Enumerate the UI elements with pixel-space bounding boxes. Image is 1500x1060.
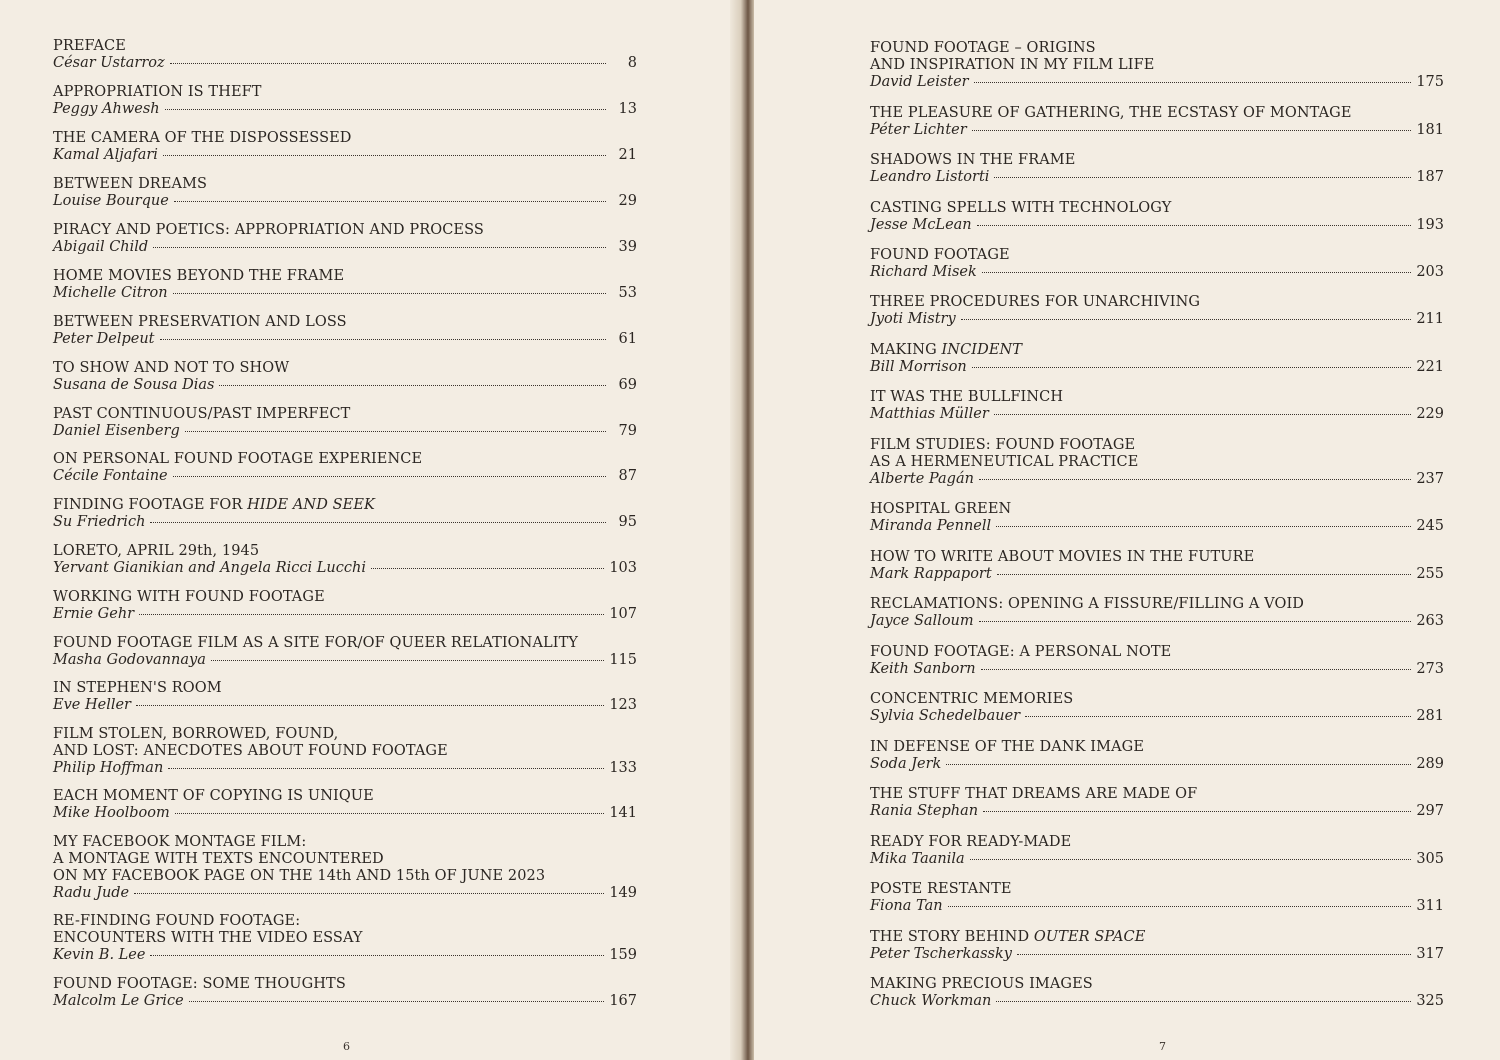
entry-page-number: 21 (618, 147, 637, 163)
entry-author: Peter Delpeut (53, 331, 155, 347)
entry-page-number: 103 (609, 560, 637, 576)
entry-author: Peggy Ahwesh (53, 101, 160, 117)
entry-author: Philip Hoffman (53, 760, 164, 776)
entry-page-number: 87 (618, 468, 637, 484)
entry-author-line (870, 708, 1444, 725)
entry-author-line (53, 885, 637, 902)
toc-entry (53, 268, 637, 302)
entry-title: HOW TO WRITE ABOUT MOVIES IN THE FUTURE (870, 549, 1255, 565)
toc-entry (870, 739, 1444, 773)
entry-author-line (870, 756, 1444, 773)
entry-author: Jesse McLean (870, 217, 972, 233)
entry-author: Keith Sanborn (870, 661, 976, 677)
toc-entry (53, 680, 637, 714)
entry-page-number: 229 (1416, 406, 1444, 422)
entry-title: CONCENTRIC MEMORIES (870, 691, 1074, 707)
entry-title: HOSPITAL GREEN (870, 501, 1012, 517)
entry-author-line (53, 468, 637, 485)
entry-author: Masha Godovannaya (53, 652, 206, 668)
toc-entry (870, 786, 1444, 820)
entry-title: THREE PROCEDURES FOR UNARCHIVING (870, 294, 1201, 310)
entry-page-number: 175 (1416, 74, 1444, 90)
toc-entry (870, 342, 1444, 376)
toc-entry (870, 247, 1444, 281)
toc-entry (870, 501, 1444, 535)
dot-leader (982, 272, 1412, 273)
entry-title: POSTE RESTANTE (870, 881, 1012, 897)
dot-leader (153, 247, 606, 248)
page-number-left: 6 (343, 1040, 350, 1053)
entry-title: LORETO, APRIL 29th, 1945 (53, 543, 260, 559)
toc-entry (870, 644, 1444, 678)
toc-entry (53, 834, 637, 902)
entry-page-number: 29 (618, 193, 637, 209)
dot-leader (211, 660, 604, 661)
entry-title: FILM STUDIES: FOUND FOOTAGE (870, 437, 1136, 453)
entry-author-line (53, 377, 637, 394)
entry-author: Chuck Workman (870, 993, 992, 1009)
dot-leader (170, 63, 606, 64)
toc-entry (53, 314, 637, 348)
dot-leader (981, 669, 1412, 670)
entry-author: Peter Tscherkassky (870, 946, 1012, 962)
entry-title: FOUND FOOTAGE FILM AS A SITE FOR/OF QUEER RELATIONALITY (53, 635, 579, 651)
toc-entry (53, 913, 637, 964)
dot-leader (972, 367, 1412, 368)
dot-leader (974, 82, 1412, 83)
dot-leader (997, 574, 1412, 575)
entry-author-line (870, 518, 1444, 535)
dot-leader (994, 414, 1412, 415)
entry-title: MY FACEBOOK MONTAGE FILM: (53, 834, 307, 850)
entry-title: AND LOST: ANECDOTES ABOUT FOUND FOOTAGE (53, 743, 448, 759)
dot-leader (979, 621, 1412, 622)
entry-title: SHADOWS IN THE FRAME (870, 152, 1076, 168)
entry-page-number: 107 (609, 606, 637, 622)
dot-leader (185, 431, 606, 432)
dot-leader (175, 813, 605, 814)
toc-entry (53, 222, 637, 256)
entry-title: APPROPRIATION IS THEFT (53, 84, 262, 100)
dot-leader (1025, 716, 1411, 717)
entry-author: Michelle Citron (53, 285, 168, 301)
entry-page-number: 69 (618, 377, 637, 393)
entry-author-line (870, 613, 1444, 630)
entry-author: Sylvia Schedelbauer (870, 708, 1021, 724)
entry-author: David Leister (870, 74, 969, 90)
dot-leader (996, 1001, 1411, 1002)
entry-author-line (53, 993, 637, 1010)
dot-leader (371, 568, 604, 569)
entry-title-italic: OUTER SPACE (1033, 929, 1146, 945)
entry-title: RE-FINDING FOUND FOOTAGE: (53, 913, 301, 929)
entry-author-line (53, 697, 637, 714)
entry-page-number: 187 (1416, 169, 1444, 185)
entry-author-line (870, 851, 1444, 868)
entry-author: Louise Bourque (53, 193, 169, 209)
entry-title: HOME MOVIES BEYOND THE FRAME (53, 268, 345, 284)
entry-page-number: 61 (618, 331, 637, 347)
entry-author: Kamal Aljafari (53, 147, 158, 163)
entry-page-number: 289 (1416, 756, 1444, 772)
entry-page-number: 281 (1416, 708, 1444, 724)
dot-leader (972, 130, 1412, 131)
entry-author-line (53, 947, 637, 964)
dot-leader (994, 177, 1411, 178)
entry-author-line (53, 560, 637, 577)
entry-author: Radu Jude (53, 885, 130, 901)
entry-author-line (870, 217, 1444, 234)
entry-title: ON MY FACEBOOK PAGE ON THE 14th AND 15th OF JUNE 2023 (53, 868, 546, 884)
dot-leader (173, 476, 606, 477)
entry-title: IT WAS THE BULLFINCH (870, 389, 1064, 405)
entry-title: BETWEEN PRESERVATION AND LOSS (53, 314, 347, 330)
left-page (0, 0, 742, 1060)
toc-entry (870, 691, 1444, 725)
dot-leader (160, 339, 606, 340)
entry-author: Miranda Pennell (870, 518, 992, 534)
entry-author-line (870, 471, 1444, 488)
entry-page-number: 237 (1416, 471, 1444, 487)
entry-page-number: 8 (627, 55, 637, 71)
entry-author: Mark Rappaport (870, 566, 992, 582)
entry-title: PREFACE (53, 38, 126, 54)
dot-leader (168, 768, 604, 769)
entry-page-number: 133 (609, 760, 637, 776)
toc-entry (53, 38, 637, 72)
entry-author-line (870, 898, 1444, 915)
entry-page-number: 317 (1416, 946, 1444, 962)
toc-entry (53, 635, 637, 669)
entry-page-number: 181 (1416, 122, 1444, 138)
dot-leader (150, 955, 604, 956)
toc-entry (53, 543, 637, 577)
entry-author: Mika Taanila (870, 851, 965, 867)
entry-author: Leandro Listorti (870, 169, 990, 185)
entry-page-number: 203 (1416, 264, 1444, 280)
entry-title: AND INSPIRATION IN MY FILM LIFE (870, 57, 1155, 73)
toc-entry (53, 451, 637, 485)
dot-leader (219, 385, 606, 386)
entry-author-line (53, 55, 637, 72)
entry-title: RECLAMATIONS: OPENING A FISSURE/FILLING A VOID (870, 596, 1305, 612)
dot-leader (139, 614, 604, 615)
toc-entry (870, 437, 1444, 488)
entry-title-italic: HIDE AND SEEK (247, 497, 375, 513)
entry-page-number: 79 (618, 423, 637, 439)
entry-title: AS A HERMENEUTICAL PRACTICE (870, 454, 1139, 470)
dot-leader (163, 155, 606, 156)
entry-author: Fiona Tan (870, 898, 943, 914)
entry-page-number: 263 (1416, 613, 1444, 629)
entry-author-line (53, 193, 637, 210)
entry-page-number: 39 (618, 239, 637, 255)
dot-leader (983, 811, 1411, 812)
entry-title: FOUND FOOTAGE: A PERSONAL NOTE (870, 644, 1172, 660)
dot-leader (134, 893, 604, 894)
entry-author-line (53, 101, 637, 118)
entry-author: Jyoti Mistry (870, 311, 956, 327)
toc-entry (53, 84, 637, 118)
toc-entry (53, 497, 637, 531)
toc-entry (870, 105, 1444, 139)
entry-title: FOUND FOOTAGE: SOME THOUGHTS (53, 976, 346, 992)
dot-leader (961, 319, 1412, 320)
entry-title: WORKING WITH FOUND FOOTAGE (53, 589, 325, 605)
entry-author-line (53, 606, 637, 623)
dot-leader (970, 859, 1412, 860)
entry-author-line (53, 239, 637, 256)
entry-page-number: 245 (1416, 518, 1444, 534)
entry-page-number: 311 (1416, 898, 1444, 914)
dot-leader (948, 906, 1412, 907)
entry-author: Ernie Gehr (53, 606, 135, 622)
toc-entry (53, 130, 637, 164)
entry-title: THE CAMERA OF THE DISPOSSESSED (53, 130, 352, 146)
entry-page-number: 255 (1416, 566, 1444, 582)
dot-leader (189, 1001, 605, 1002)
entry-title (870, 342, 1444, 359)
entry-author: Rania Stephan (870, 803, 979, 819)
entry-page-number: 13 (618, 101, 637, 117)
entry-author: César Ustarroz (53, 55, 165, 71)
right-page (754, 0, 1500, 1060)
toc-entry (53, 976, 637, 1010)
entry-author: Cécile Fontaine (53, 468, 168, 484)
entry-author-line (870, 803, 1444, 820)
entry-author: Mike Hoolboom (53, 805, 170, 821)
dot-leader (174, 201, 606, 202)
toc-entry (870, 152, 1444, 186)
entry-title: EACH MOMENT OF COPYING IS UNIQUE (53, 788, 374, 804)
entry-page-number: 159 (609, 947, 637, 963)
dot-leader (173, 293, 606, 294)
entry-page-number: 211 (1416, 311, 1444, 327)
entry-author: Yervant Gianikian and Angela Ricci Lucchi (53, 560, 366, 576)
page-number-right: 7 (1159, 1040, 1166, 1053)
entry-author: Péter Lichter (870, 122, 967, 138)
entry-author-line (870, 566, 1444, 583)
toc-entry (870, 200, 1444, 234)
toc-entry (53, 176, 637, 210)
entry-author-line (53, 652, 637, 669)
entry-author: Eve Heller (53, 697, 131, 713)
entry-author: Daniel Eisenberg (53, 423, 180, 439)
entry-author-line (870, 122, 1444, 139)
entry-author-line (53, 805, 637, 822)
toc-entry (870, 881, 1444, 915)
entry-author: Su Friedrich (53, 514, 146, 530)
entry-page-number: 115 (609, 652, 637, 668)
entry-author: Matthias Müller (870, 406, 989, 422)
toc-entry (870, 294, 1444, 328)
entry-author: Malcolm Le Grice (53, 993, 184, 1009)
entry-title: IN DEFENSE OF THE DANK IMAGE (870, 739, 1145, 755)
dot-leader (150, 522, 606, 523)
entry-author: Richard Misek (870, 264, 977, 280)
entry-title: FILM STOLEN, BORROWED, FOUND, (53, 726, 339, 742)
entry-title-text: MAKING (870, 342, 942, 358)
dot-leader (946, 764, 1411, 765)
entry-author-line (870, 661, 1444, 678)
entry-author-line (870, 311, 1444, 328)
entry-title: PIRACY AND POETICS: APPROPRIATION AND PROCESS (53, 222, 484, 238)
entry-title: ENCOUNTERS WITH THE VIDEO ESSAY (53, 930, 363, 946)
entry-author-line (53, 285, 637, 302)
entry-author: Jayce Salloum (870, 613, 974, 629)
dot-leader (165, 109, 606, 110)
entry-page-number: 141 (609, 805, 637, 821)
toc-entry (53, 406, 637, 440)
entry-author-line (870, 74, 1444, 91)
dot-leader (136, 705, 604, 706)
entry-title: READY FOR READY-MADE (870, 834, 1072, 850)
entry-title-italic: INCIDENT (941, 342, 1023, 358)
entry-author: Bill Morrison (870, 359, 967, 375)
dot-leader (1017, 954, 1411, 955)
entry-title (870, 929, 1444, 946)
entry-author-line (870, 169, 1444, 186)
entry-author: Abigail Child (53, 239, 149, 255)
entry-author-line (870, 406, 1444, 423)
entry-author-line (53, 331, 637, 348)
entry-title-text: FINDING FOOTAGE FOR (53, 497, 248, 513)
dot-leader (979, 479, 1411, 480)
entry-page-number: 305 (1416, 851, 1444, 867)
entry-author: Soda Jerk (870, 756, 942, 772)
toc-entry (53, 788, 637, 822)
entry-author-line (53, 514, 637, 531)
toc-entry (870, 834, 1444, 868)
entry-page-number: 149 (609, 885, 637, 901)
entry-page-number: 53 (618, 285, 637, 301)
toc-entry (53, 589, 637, 623)
entry-author: Alberte Pagán (870, 471, 974, 487)
entry-title: THE PLEASURE OF GATHERING, THE ECSTASY OF MONTAGE (870, 105, 1352, 121)
entry-page-number: 221 (1416, 359, 1444, 375)
toc-entry (53, 360, 637, 394)
toc-entry (53, 726, 637, 777)
entry-title: TO SHOW AND NOT TO SHOW (53, 360, 290, 376)
entry-title: A MONTAGE WITH TEXTS ENCOUNTERED (53, 851, 384, 867)
entry-title: BETWEEN DREAMS (53, 176, 208, 192)
dot-leader (996, 526, 1411, 527)
toc-entry (870, 596, 1444, 630)
entry-page-number: 325 (1416, 993, 1444, 1009)
entry-page-number: 167 (609, 993, 637, 1009)
toc-entry (870, 389, 1444, 423)
entry-title: FOUND FOOTAGE (870, 247, 1010, 263)
dot-leader (977, 225, 1412, 226)
entry-title: THE STUFF THAT DREAMS ARE MADE OF (870, 786, 1198, 802)
entry-title: CASTING SPELLS WITH TECHNOLOGY (870, 200, 1172, 216)
entry-author: Susana de Sousa Dias (53, 377, 215, 393)
entry-page-number: 297 (1416, 803, 1444, 819)
entry-title: PAST CONTINUOUS/PAST IMPERFECT (53, 406, 351, 422)
entry-page-number: 193 (1416, 217, 1444, 233)
entry-page-number: 273 (1416, 661, 1444, 677)
entry-title (53, 497, 637, 514)
entry-title: MAKING PRECIOUS IMAGES (870, 976, 1093, 992)
toc-entry (870, 976, 1444, 1010)
entry-author-line (870, 946, 1444, 963)
toc-entry (870, 549, 1444, 583)
toc-entry (870, 40, 1444, 91)
entry-title-text: THE STORY BEHIND (870, 929, 1034, 945)
entry-author-line (53, 423, 637, 440)
toc-entry (870, 929, 1444, 963)
entry-author-line (870, 264, 1444, 281)
entry-author-line (53, 147, 637, 164)
entry-author-line (870, 993, 1444, 1010)
entry-author-line (53, 760, 637, 777)
entry-author: Kevin B. Lee (53, 947, 146, 963)
entry-title: ON PERSONAL FOUND FOOTAGE EXPERIENCE (53, 451, 423, 467)
entry-title: FOUND FOOTAGE – ORIGINS (870, 40, 1096, 56)
entry-title: IN STEPHEN'S ROOM (53, 680, 222, 696)
entry-author-line (870, 359, 1444, 376)
entry-page-number: 123 (609, 697, 637, 713)
entry-page-number: 95 (618, 514, 637, 530)
